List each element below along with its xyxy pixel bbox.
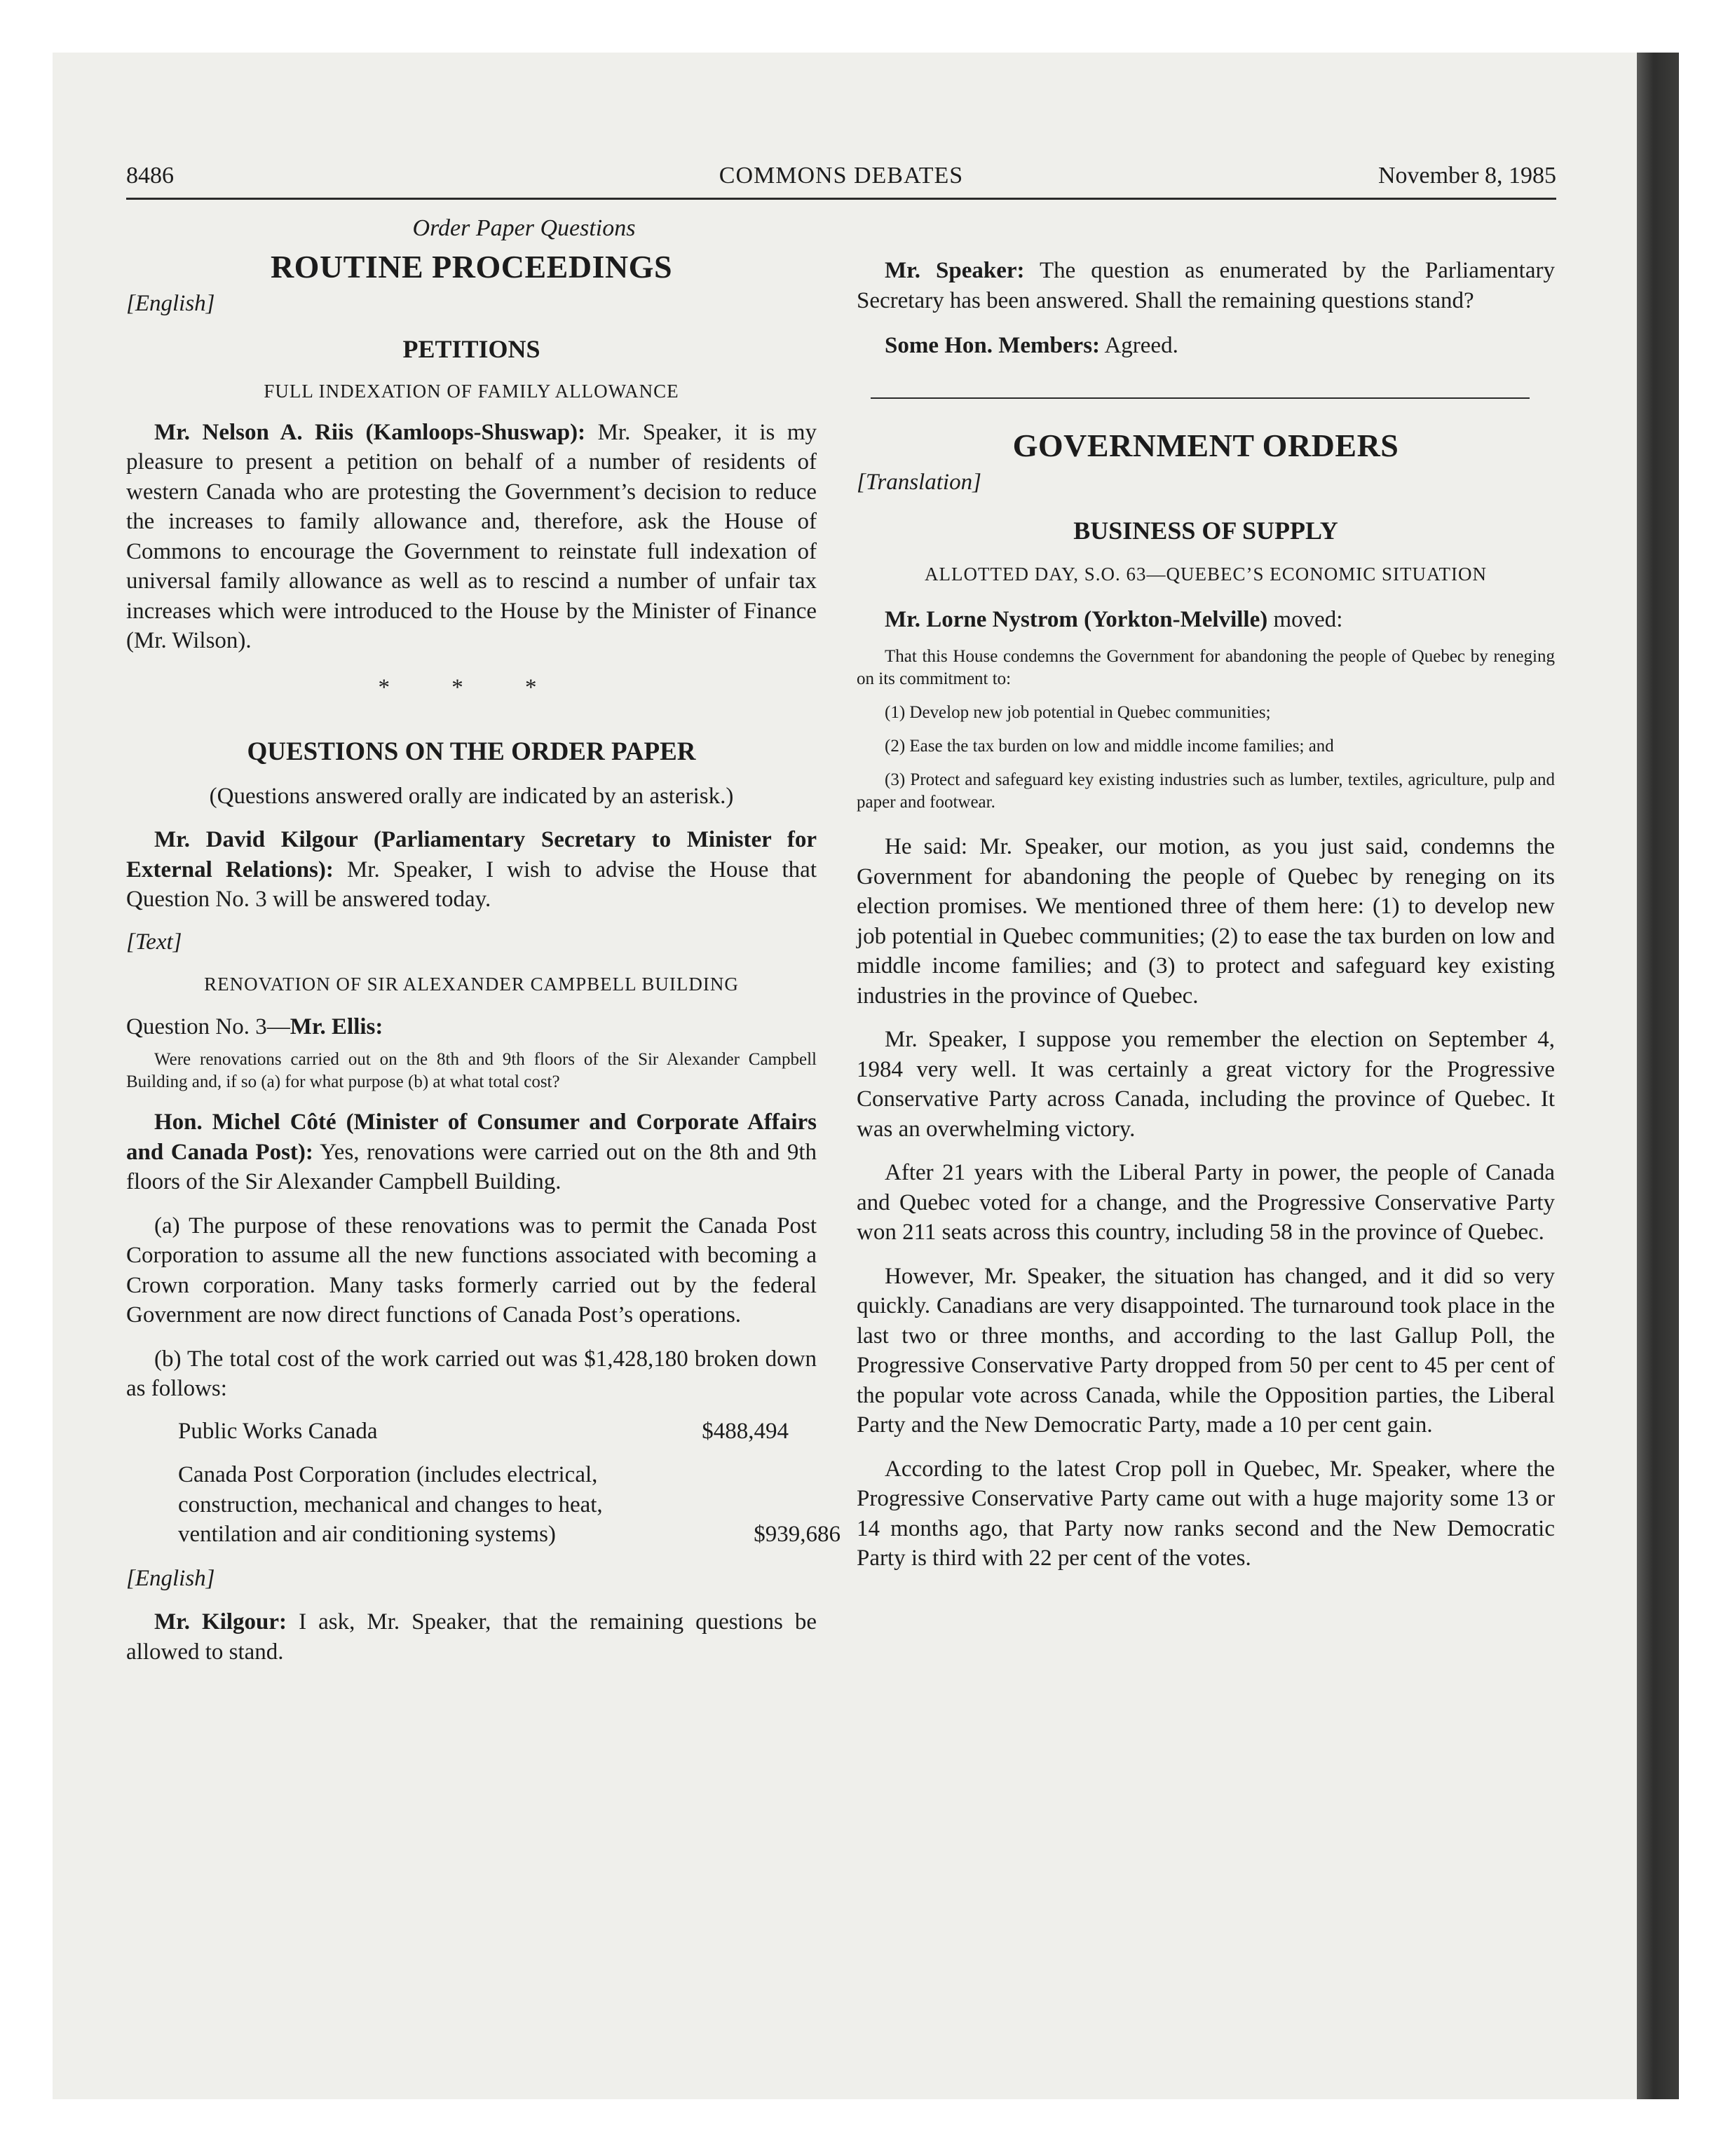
subsection-title: ALLOTTED DAY, S.O. 63—QUEBEC’S ECONOMIC SITUATION — [924, 564, 1487, 585]
motion-intro: That this House condemns the Government for abandoning the people of Quebec by reneging on its commitment to: — [857, 647, 1555, 688]
motion-mover — [857, 605, 1555, 635]
question-heading — [126, 1012, 817, 1042]
page-edge-shadow — [1637, 53, 1679, 2099]
language-marker: [Text] — [126, 929, 182, 955]
page-number: 8486 — [126, 163, 174, 189]
section-title-government-orders: GOVERNMENT ORDERS — [1012, 427, 1399, 463]
speaker-name: Hon. Michel Côté (Minister of Consumer and Corporate Affairs and Canada Post): — [126, 1110, 817, 1165]
speech-members — [857, 331, 1555, 361]
speaker-name: Mr. Kilgour: — [154, 1609, 287, 1635]
motion-item: (2) Ease the tax burden on low and middle income families; and — [885, 737, 1334, 756]
speech-kilgour — [126, 825, 817, 915]
publication-title: COMMONS DEBATES — [719, 163, 964, 189]
speech-text: Mr. Speaker, I wish to advise the House that Question No. 3 will be answered today. — [126, 857, 817, 912]
question-label: Question No. 3— — [126, 1014, 290, 1039]
section-title-petitions: PETITIONS — [402, 334, 540, 363]
cost-amount: $488,494 — [702, 1418, 789, 1444]
speaker-name: Mr. Speaker: — [885, 258, 1025, 283]
speech-cote — [126, 1107, 817, 1197]
cost-label: Canada Post Corporation (includes electrical, construction, mechanical and changes to heat, ventilation and air conditioning systems) — [178, 1462, 603, 1547]
speech-paragraph: Mr. Speaker, I suppose you remember the election on September 4, 1984 very well. It was certainly a great victory for the Progressive Conservative Party across Canada, including the province of Quebec. It was an overwhelming victory. — [857, 1027, 1555, 1142]
subsection-title: RENOVATION OF SIR ALEXANDER CAMPBELL BUILDING — [204, 974, 739, 995]
answer-b: (b) The total cost of the work carried out was $1,428,180 broken down as follows: — [126, 1346, 817, 1401]
section-separator: * * * — [378, 674, 565, 700]
speech-speaker — [857, 256, 1555, 315]
motion-item: (3) Protect and safeguard key existing industries such as lumber, textiles, agriculture, pulp and paper and footwear. — [857, 770, 1555, 812]
speech-text: The question as enumerated by the Parliamentary Secretary has been answered. Shall the remaining questions stand? — [857, 258, 1555, 313]
questions-note: (Questions answered orally are indicated by an asterisk.) — [209, 783, 734, 809]
speaker-name: Mr. Lorne Nystrom (Yorkton-Melville) — [885, 606, 1268, 632]
section-divider — [871, 397, 1530, 399]
speaker-name: Mr. Nelson A. Riis (Kamloops-Shuswap): — [154, 419, 586, 445]
right-column — [857, 214, 1555, 1574]
speech-text: Yes, renovations were carried out on the 8th and 9th floors of the Sir Alexander Campbell Building. — [126, 1139, 817, 1194]
answer-a: (a) The purpose of these renovations was to permit the Canada Post Corporation to assume all the new functions associated with becoming a Crown corporation. Many tasks formerly carried out by the federal Government are now direct functions of Canada Post’s operations. — [126, 1213, 817, 1328]
speech-text: I ask, Mr. Speaker, that the remaining questions be allowed to stand. — [126, 1609, 817, 1665]
cost-line — [126, 1460, 841, 1550]
running-head: Order Paper Questions — [412, 215, 636, 241]
cost-amount: $939,686 — [754, 1522, 841, 1547]
page-header — [126, 163, 1556, 198]
subsection-title: FULL INDEXATION OF FAMILY ALLOWANCE — [264, 381, 679, 402]
section-title-questions: QUESTIONS ON THE ORDER PAPER — [247, 737, 696, 766]
publication-date: November 8, 1985 — [1377, 163, 1556, 189]
speech-riis — [126, 418, 817, 656]
language-marker: [English] — [126, 1565, 215, 1591]
speech-kilgour-2 — [126, 1607, 817, 1667]
speech-paragraph: After 21 years with the Liberal Party in power, the people of Canada and Quebec voted for a change, and the Progressive Conservative Party won 211 seats across this country, including 58 in the province of Quebec. — [857, 1160, 1555, 1245]
speech-text: moved: — [1267, 606, 1343, 632]
left-column — [126, 214, 841, 1667]
language-marker: [Translation] — [857, 470, 981, 495]
speech-paragraph: According to the latest Crop poll in Quebec, Mr. Speaker, where the Progressive Conservative Party came out with a huge majority some 13 or 14 months ago, that Party now ranks second and the New Democratic Party is third with 22 per cent of the votes. — [857, 1456, 1555, 1571]
section-title-routine: ROUTINE PROCEEDINGS — [270, 248, 673, 285]
speech-text: Mr. Speaker, it is my pleasure to present a petition on behalf of a number of residents of western Canada who are protesting the Government’s decision to reduce the increases to family allowance and, therefore, ask the House of Commons to encourage the Government to reinstate full indexation of universal family allowance as well as to rescind a number of unfair tax increases which were introduced to the House by the Minister of Finance (Mr. Wilson). — [126, 419, 817, 653]
section-title-supply: BUSINESS OF SUPPLY — [1073, 516, 1338, 545]
motion-item: (1) Develop new job potential in Quebec communities; — [885, 703, 1271, 722]
header-rule — [126, 198, 1556, 200]
cost-label: Public Works Canada — [178, 1418, 378, 1444]
question-text: Were renovations carried out on the 8th and 9th floors of the Sir Alexander Campbell Building and, if so (a) for what purpose (b) at what total cost? — [126, 1050, 817, 1091]
cost-line — [126, 1417, 817, 1447]
speech-paragraph: He said: Mr. Speaker, our motion, as you just said, condemns the Government for abandoning the people of Quebec by reneging on its election promises. We mentioned three of them here: (1) to develop new job potential in Quebec communities; (2) to ease the tax burden on low and middle income families; and (3) to protect and safeguard key existing industries in the province of Quebec. — [857, 834, 1555, 1009]
speech-paragraph: However, Mr. Speaker, the situation has changed, and it did so very quickly. Canadians are very disappointed. The turnaround took place in the last two or three months, and according to the last Gallup Poll, the Progressive Conservative Party dropped from 50 per cent to 45 per cent of the popular vote across Canada, while the Opposition parties, the Liberal Party and the New Democratic Party, made a 10 per cent gain. — [857, 1263, 1555, 1438]
question-member: Mr. Ellis: — [290, 1014, 383, 1039]
speech-text: Agreed. — [1100, 333, 1178, 358]
speaker-name: Some Hon. Members: — [885, 333, 1101, 358]
speaker-name: Mr. David Kilgour (Parliamentary Secretary to Minister for External Relations): — [126, 827, 817, 882]
language-marker: [English] — [126, 291, 215, 316]
